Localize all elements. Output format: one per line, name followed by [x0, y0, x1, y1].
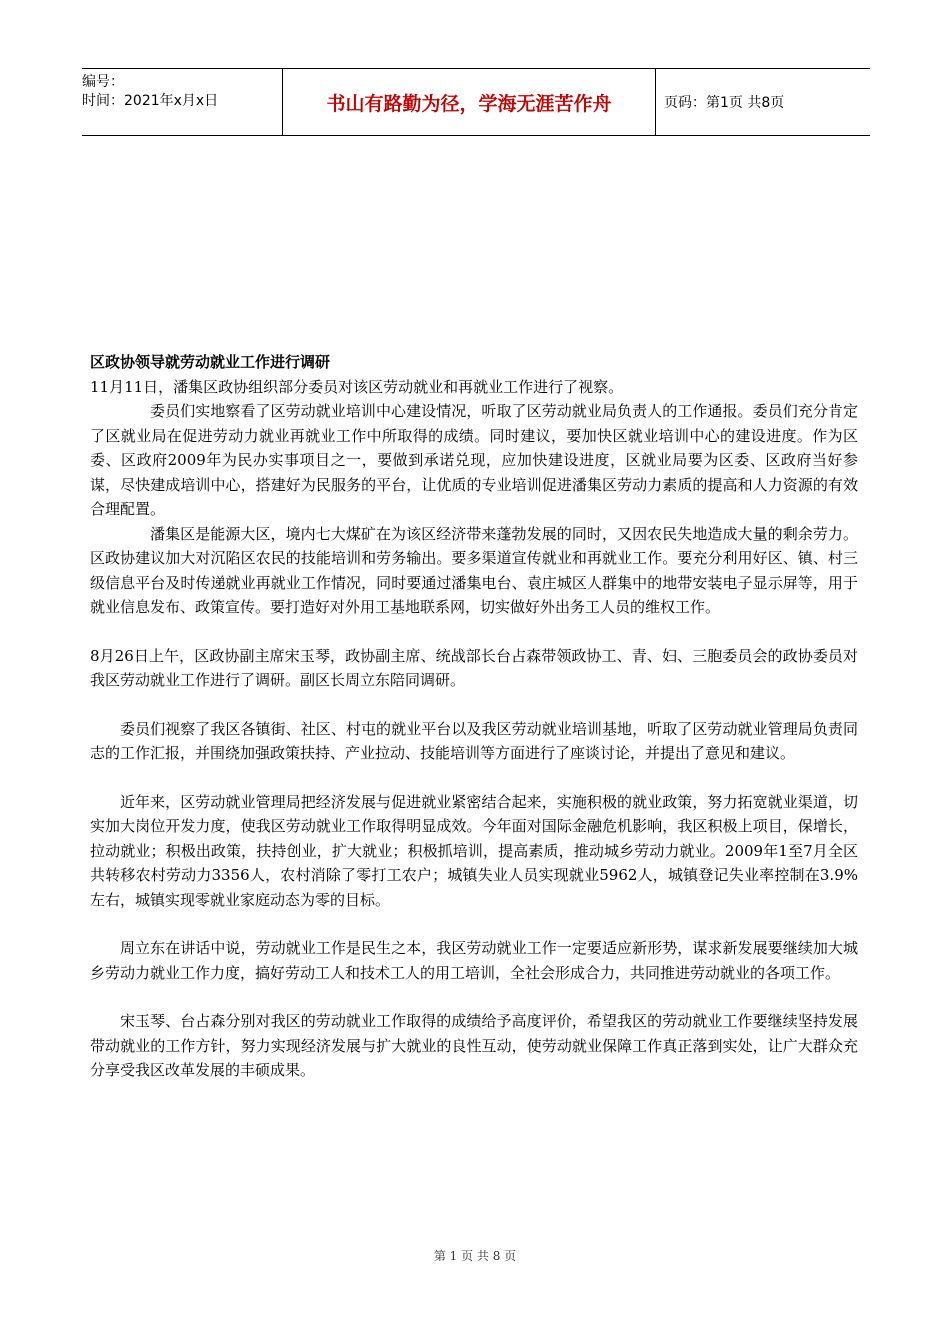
- header-motto: 书山有路勤为径，学海无涯苦作舟: [326, 92, 612, 115]
- paragraph-spacer: [90, 693, 858, 717]
- document-header: [82, 68, 870, 136]
- header-divider: [655, 69, 656, 135]
- article-paragraph: 11月11日，潘集区政协组织部分委员对该区劳动就业和再就业工作进行了视察。: [90, 377, 624, 396]
- paragraph-spacer: [90, 620, 858, 644]
- header-meta: [82, 69, 282, 135]
- article-paragraph: 宋玉琴、台占森分别对我区的劳动就业工作取得的成绩给予高度评价，希望我区的劳动就业工作要继续坚持发展带动就业的工作方针，努力实现经济发展与扩大就业的良性互动，使劳动就业保障工作真正落到实处，让广大群众充分享受我区改革发展的丰硕成果。: [90, 1012, 858, 1079]
- document-number-label: 编号：: [82, 74, 124, 90]
- article-paragraph: 8月26日上午，区政协副主席宋玉琴，政协副主席、统战部长台占森带领政协工、青、妇、三胞委员会的政协委员对我区劳动就业工作进行了调研。副区长周立东陪同调研。: [90, 646, 858, 689]
- paragraph-spacer: [90, 912, 858, 936]
- paragraph-spacer: [90, 766, 858, 790]
- article-paragraph: 近年来，区劳动就业管理局把经济发展与促进就业紧密结合起来，实施积极的就业政策，努力拓宽就业渠道，切实加大岗位开发力度，使我区劳动就业工作取得明显成效。今年面对国际金融危机影响，我区积极上项目，保增长，拉动就业；积极出政策，扶持创业，扩大就业；积极抓培训，提高素质，推动城乡劳动力就业。2009年1至7月全区共转移农村劳动力3356人，农村消除了零打工农户；城镇失业人员实现就业5962人，城镇登记失业率控制在3.9%左右，城镇实现零就业家庭动态为零的目标。: [90, 792, 858, 909]
- article-paragraph: 委员们视察了我区各镇街、社区、村屯的就业平台以及我区劳动就业培训基地，听取了区劳动就业管理局负责同志的工作汇报，并围绕加强政策扶持、产业拉动、技能培训等方面进行了座谈讨论，并提出了意见和建议。: [90, 719, 858, 762]
- article-paragraph: 委员们实地察看了区劳动就业培训中心建设情况，听取了区劳动就业局负责人的工作通报。委员们充分肯定了区就业局在促进劳动力就业再就业工作中所取得的成绩。同时建议，要加快区就业培训中心的建设进度。作为区委、区政府2009年为民办实事项目之一，要做到承诺兑现，应加快建设进度，区就业局要为区委、区政府当好参谋，尽快建成培训中心，搭建好为民服务的平台，让优质的专业培训促进潘集区劳动力素质的提高和人力资源的有效合理配置。: [90, 402, 858, 518]
- page-footer: 第 1 页 共 8 页: [433, 1249, 517, 1263]
- document-time-label: 时间：2021年x月x日: [82, 93, 219, 109]
- header-page-info: 页码：第1页 共8页: [664, 95, 785, 111]
- article-paragraph: 潘集区是能源大区，境内七大煤矿在为该区经济带来蓬勃发展的同时，又因农民失地造成大量的剩余劳力。区政协建议加大对沉陷区农民的技能培训和劳务输出。要多渠道宣传就业和再就业工作。要充分利用好区、镇、村三级信息平台及时传递就业再就业工作情况，同时要通过潘集电台、袁庄城区人群集中的地带安装电子显示屏等，用于就业信息发布、政策宣传。要打造好对外用工基地联系网，切实做好外出务工人员的维权工作。: [90, 524, 858, 616]
- article-title: 区政协领导就劳动就业工作进行调研: [90, 353, 331, 371]
- article-paragraph: 周立东在讲话中说，劳动就业工作是民生之本，我区劳动就业工作一定要适应新形势，谋求新发展要继续加大城乡劳动力就业工作力度，搞好劳动工人和技术工人的用工培训，全社会形成合力，共同推进劳动就业的各项工作。: [90, 939, 858, 982]
- article-body: [90, 350, 858, 1083]
- paragraph-spacer: [90, 985, 858, 1009]
